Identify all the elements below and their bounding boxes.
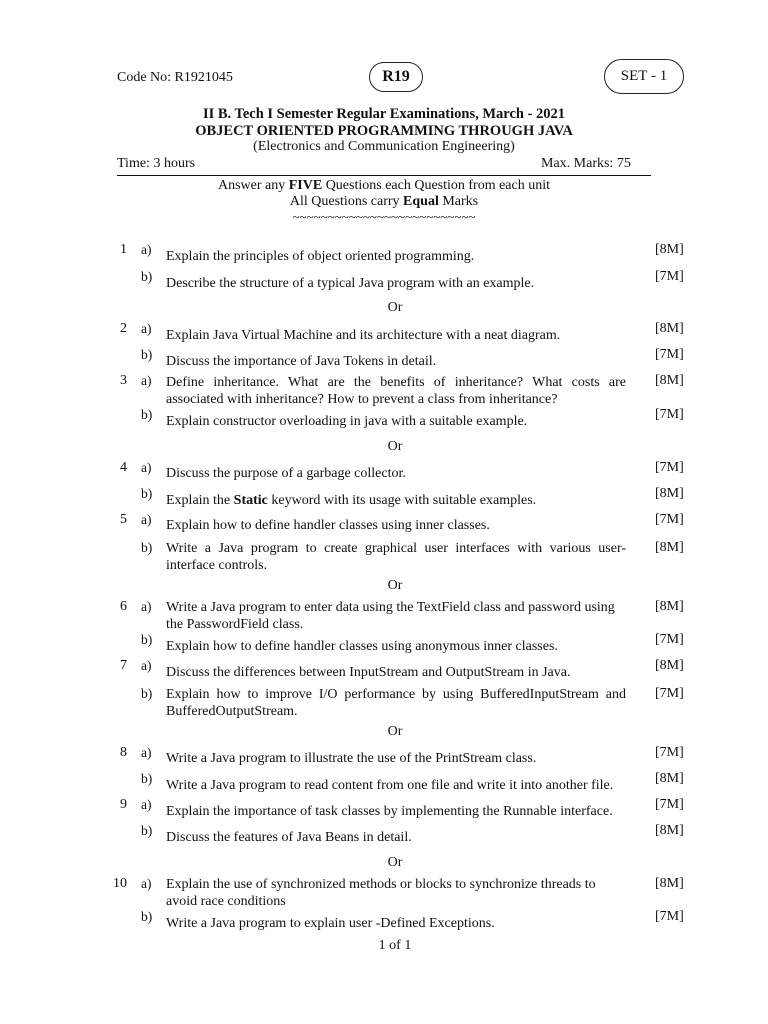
question-text: Describe the structure of a typical Java program with an example. <box>166 276 535 291</box>
instruction-line-1: Answer any FIVE Questions each Question from each unit <box>217 178 551 193</box>
marks-label: [7M] <box>655 745 684 760</box>
part-label: b) <box>141 632 153 647</box>
marks-label: [8M] <box>655 876 684 891</box>
marks-label: [8M] <box>655 373 684 388</box>
header-divider <box>117 175 651 176</box>
question-text: Explain how to define handler classes using anonymous inner classes. <box>166 639 558 654</box>
marks-label: [7M] <box>655 686 684 701</box>
question-text: Explain Java Virtual Machine and its architecture with a neat diagram. <box>166 328 561 343</box>
question-number: 10 <box>113 876 127 891</box>
marks-label: [8M] <box>655 540 684 555</box>
marks-label: [8M] <box>655 823 684 838</box>
instruction-line-2: All Questions carry Equal Marks <box>289 194 479 209</box>
marks-label: [8M] <box>655 658 684 673</box>
part-label: b) <box>141 686 153 701</box>
question-number: 7 <box>120 658 127 673</box>
part-label: b) <box>141 771 153 786</box>
marks-label: [7M] <box>655 347 684 362</box>
max-marks: Max. Marks: 75 <box>541 156 631 171</box>
part-label: b) <box>141 407 153 422</box>
part-label: a) <box>141 321 152 336</box>
question-text: Discuss the features of Java Beans in detail. <box>166 830 412 845</box>
part-label: b) <box>141 347 153 362</box>
part-label: a) <box>141 876 152 891</box>
or-separator: Or <box>387 724 403 739</box>
question-number: 5 <box>120 512 127 527</box>
or-separator: Or <box>387 300 403 315</box>
part-label: a) <box>141 242 152 257</box>
question-text: Define inheritance. What are the benefits of inheritance? What costs are associated with inheritance? How to prevent a class from inheritance? <box>166 375 626 407</box>
marks-label: [7M] <box>655 632 684 647</box>
part-label: a) <box>141 745 152 760</box>
part-label: a) <box>141 373 152 388</box>
question-text: Write a Java program to read content from one file and write it into another file. <box>166 778 614 793</box>
question-text: Explain the use of synchronized methods or blocks to synchronize threads to avoid race conditions <box>166 877 596 909</box>
part-label: b) <box>141 486 153 501</box>
question-text: Discuss the differences between InputStream and OutputStream in Java. <box>166 665 571 680</box>
question-text: Write a Java program to illustrate the use of the PrintStream class. <box>166 751 537 766</box>
branch-name: (Electronics and Communication Engineering) <box>253 139 515 154</box>
part-label: b) <box>141 823 153 838</box>
or-separator: Or <box>387 439 403 454</box>
question-text: Explain the Static keyword with its usage with suitable examples. <box>166 493 537 508</box>
set-badge: SET - 1 <box>604 59 684 94</box>
question-text: Write a Java program to explain user -Defined Exceptions. <box>166 916 495 931</box>
part-label: b) <box>141 269 153 284</box>
marks-label: [7M] <box>655 407 684 422</box>
part-label: b) <box>141 909 153 924</box>
question-text: Explain constructor overloading in java with a suitable example. <box>166 414 528 429</box>
part-label: a) <box>141 460 152 475</box>
marks-label: [7M] <box>655 909 684 924</box>
marks-label: [7M] <box>655 512 684 527</box>
exam-duration: Time: 3 hours <box>117 156 196 171</box>
marks-label: [8M] <box>655 599 684 614</box>
question-text: Explain the importance of task classes by implementing the Runnable interface. <box>166 804 613 819</box>
or-separator: Or <box>387 578 403 593</box>
part-label: a) <box>141 797 152 812</box>
question-number: 2 <box>120 321 127 336</box>
marks-label: [8M] <box>655 486 684 501</box>
question-number: 3 <box>120 373 127 388</box>
question-text: Explain the principles of object oriented programming. <box>166 249 475 264</box>
question-number: 9 <box>120 797 127 812</box>
question-number: 4 <box>120 460 127 475</box>
tilde-divider: ~~~~~~~~~~~~~~~~~~~~~~~~~~ <box>292 209 476 224</box>
question-text: Write a Java program to create graphical user interfaces with various user-interface controls. <box>166 541 626 573</box>
part-label: a) <box>141 512 152 527</box>
marks-label: [8M] <box>655 242 684 257</box>
part-label: b) <box>141 540 153 555</box>
marks-label: [8M] <box>655 771 684 786</box>
marks-label: [7M] <box>655 797 684 812</box>
exam-title: II B. Tech I Semester Regular Examinations, March - 2021 <box>202 106 566 122</box>
page-number: 1 of 1 <box>378 938 412 953</box>
marks-label: [7M] <box>655 460 684 475</box>
marks-label: [8M] <box>655 321 684 336</box>
subject-title: OBJECT ORIENTED PROGRAMMING THROUGH JAVA <box>195 123 573 139</box>
question-text: Explain how to improve I/O performance by using BufferedInputStream and BufferedOutputStream. <box>166 687 626 719</box>
question-number: 8 <box>120 745 127 760</box>
question-number: 6 <box>120 599 127 614</box>
question-number: 1 <box>120 242 127 257</box>
marks-label: [7M] <box>655 269 684 284</box>
question-text: Discuss the importance of Java Tokens in detail. <box>166 354 437 369</box>
part-label: a) <box>141 658 152 673</box>
part-label: a) <box>141 599 152 614</box>
question-text: Discuss the purpose of a garbage collector. <box>166 466 406 481</box>
regulation-badge: R19 <box>369 62 423 92</box>
question-text: Write a Java program to enter data using the TextField class and password using the PasswordField class. <box>166 600 615 632</box>
question-text: Explain how to define handler classes using inner classes. <box>166 518 490 533</box>
or-separator: Or <box>387 855 403 870</box>
code-number: Code No: R1921045 <box>117 70 233 85</box>
